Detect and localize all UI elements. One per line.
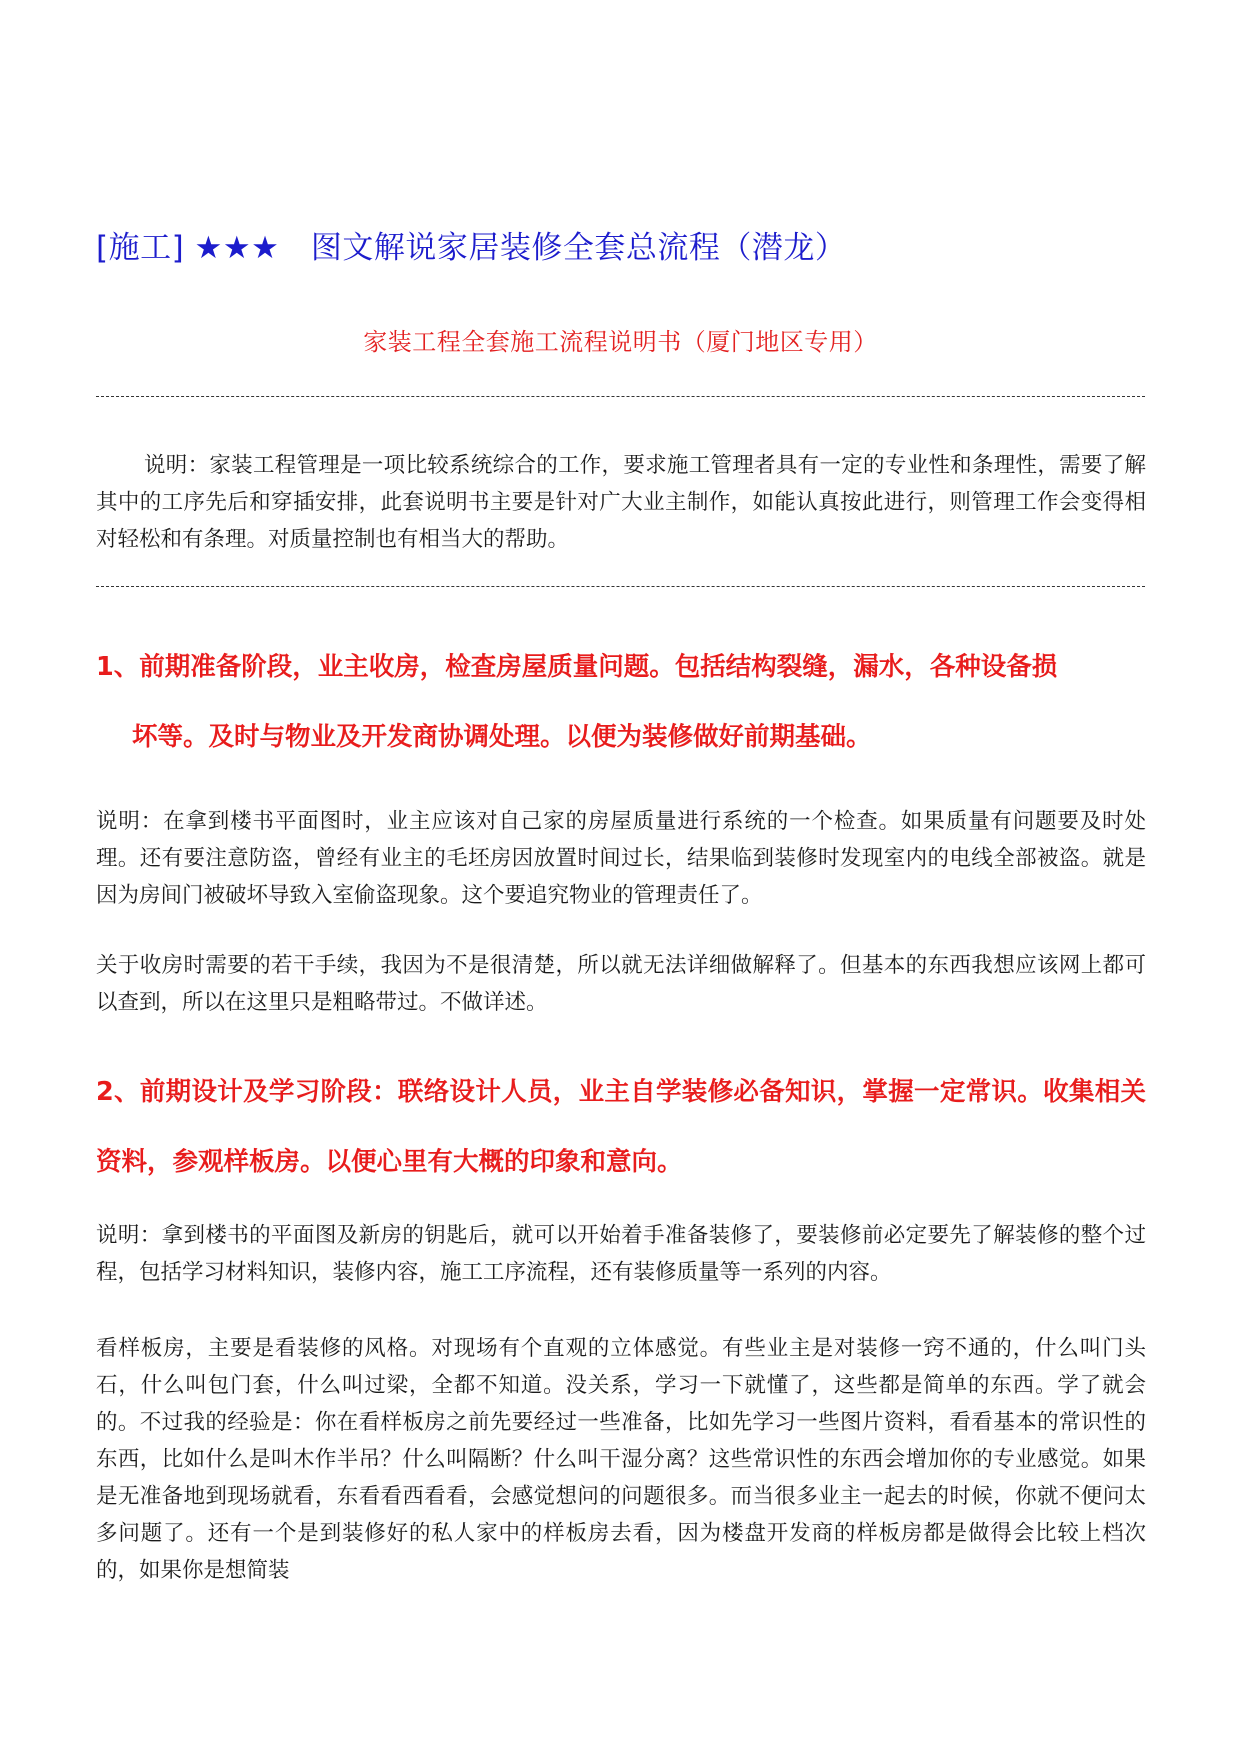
section-1-heading-line1: 1、前期准备阶段，业主收房，检查房屋质量问题。包括结构裂缝，漏水，各种设备损	[96, 652, 1058, 682]
document-subtitle: 家装工程全套施工流程说明书（厦门地区专用）	[363, 328, 878, 356]
section-2-paragraph-2: 看样板房，主要是看装修的风格。对现场有个直观的立体感觉。有些业主是对装修一窍不通的，什么叫门头石，什么叫包门套，什么叫过梁，全都不知道。没关系，学习一下就懂了，这些都是简单的东西。学了就会的。不过我的经验是：你在看样板房之前先要经过一些准备，比如先学习一些图片资料，看看基本的常识性的东西，比如什么是叫木作半吊？什么叫隔断？什么叫干湿分离？这些常识性的东西会增加你的专业感觉。如果是无准备地到现场就看，东看看西看看，会感觉想问的问题很多。而当很多业主一起去的时候，你就不便问太多问题了。还有一个是到装修好的私人家中的样板房去看，因为楼盘开发商的样板房都是做得会比较上档次的，如果你是想简装	[96, 1336, 1146, 1583]
dashed-divider-bottom	[96, 586, 1145, 588]
section-1-heading-line2: 坏等。及时与物业及开发商协调处理。以便为装修做好前期基础。	[132, 722, 872, 752]
section-2-heading: 2、前期设计及学习阶段：联络设计人员，业主自学装修必备知识，掌握一定常识。收集相关资料，参观样板房。以便心里有大概的印象和意向。	[96, 1077, 1146, 1177]
dashed-divider-top	[96, 396, 1145, 398]
section-1-heading	[96, 632, 1146, 772]
section-2-paragraph-1: 说明：拿到楼书的平面图及新房的钥匙后，就可以开始着手准备装修了，要装修前必定要先了解装修的整个过程，包括学习材料知识，装修内容，施工工序流程，还有装修质量等一系列的内容。	[96, 1223, 1146, 1285]
section-1-paragraph-1: 说明：在拿到楼书平面图时，业主应该对自己家的房屋质量进行系统的一个检查。如果质量有问题要及时处理。还有要注意防盗，曾经有业主的毛坯房因放置时间过长，结果临到装修时发现室内的电线全部被盗。就是因为房间门被破坏导致入室偷盗现象。这个要追究物业的管理责任了。	[96, 809, 1146, 908]
intro-paragraph: 说明：家装工程管理是一项比较系统综合的工作，要求施工管理者具有一定的专业性和条理性，需要了解其中的工序先后和穿插安排，此套说明书主要是针对广大业主制作，如能认真按此进行，则管理工作会变得相对轻松和有条理。对质量控制也有相当大的帮助。	[96, 453, 1146, 552]
page-title: [施工] ★★★ 图文解说家居装修全套总流程（潜龙）	[96, 230, 847, 266]
section-1-paragraph-2: 关于收房时需要的若干手续，我因为不是很清楚，所以就无法详细做解释了。但基本的东西我想应该网上都可以查到，所以在这里只是粗略带过。不做详述。	[96, 953, 1146, 1015]
